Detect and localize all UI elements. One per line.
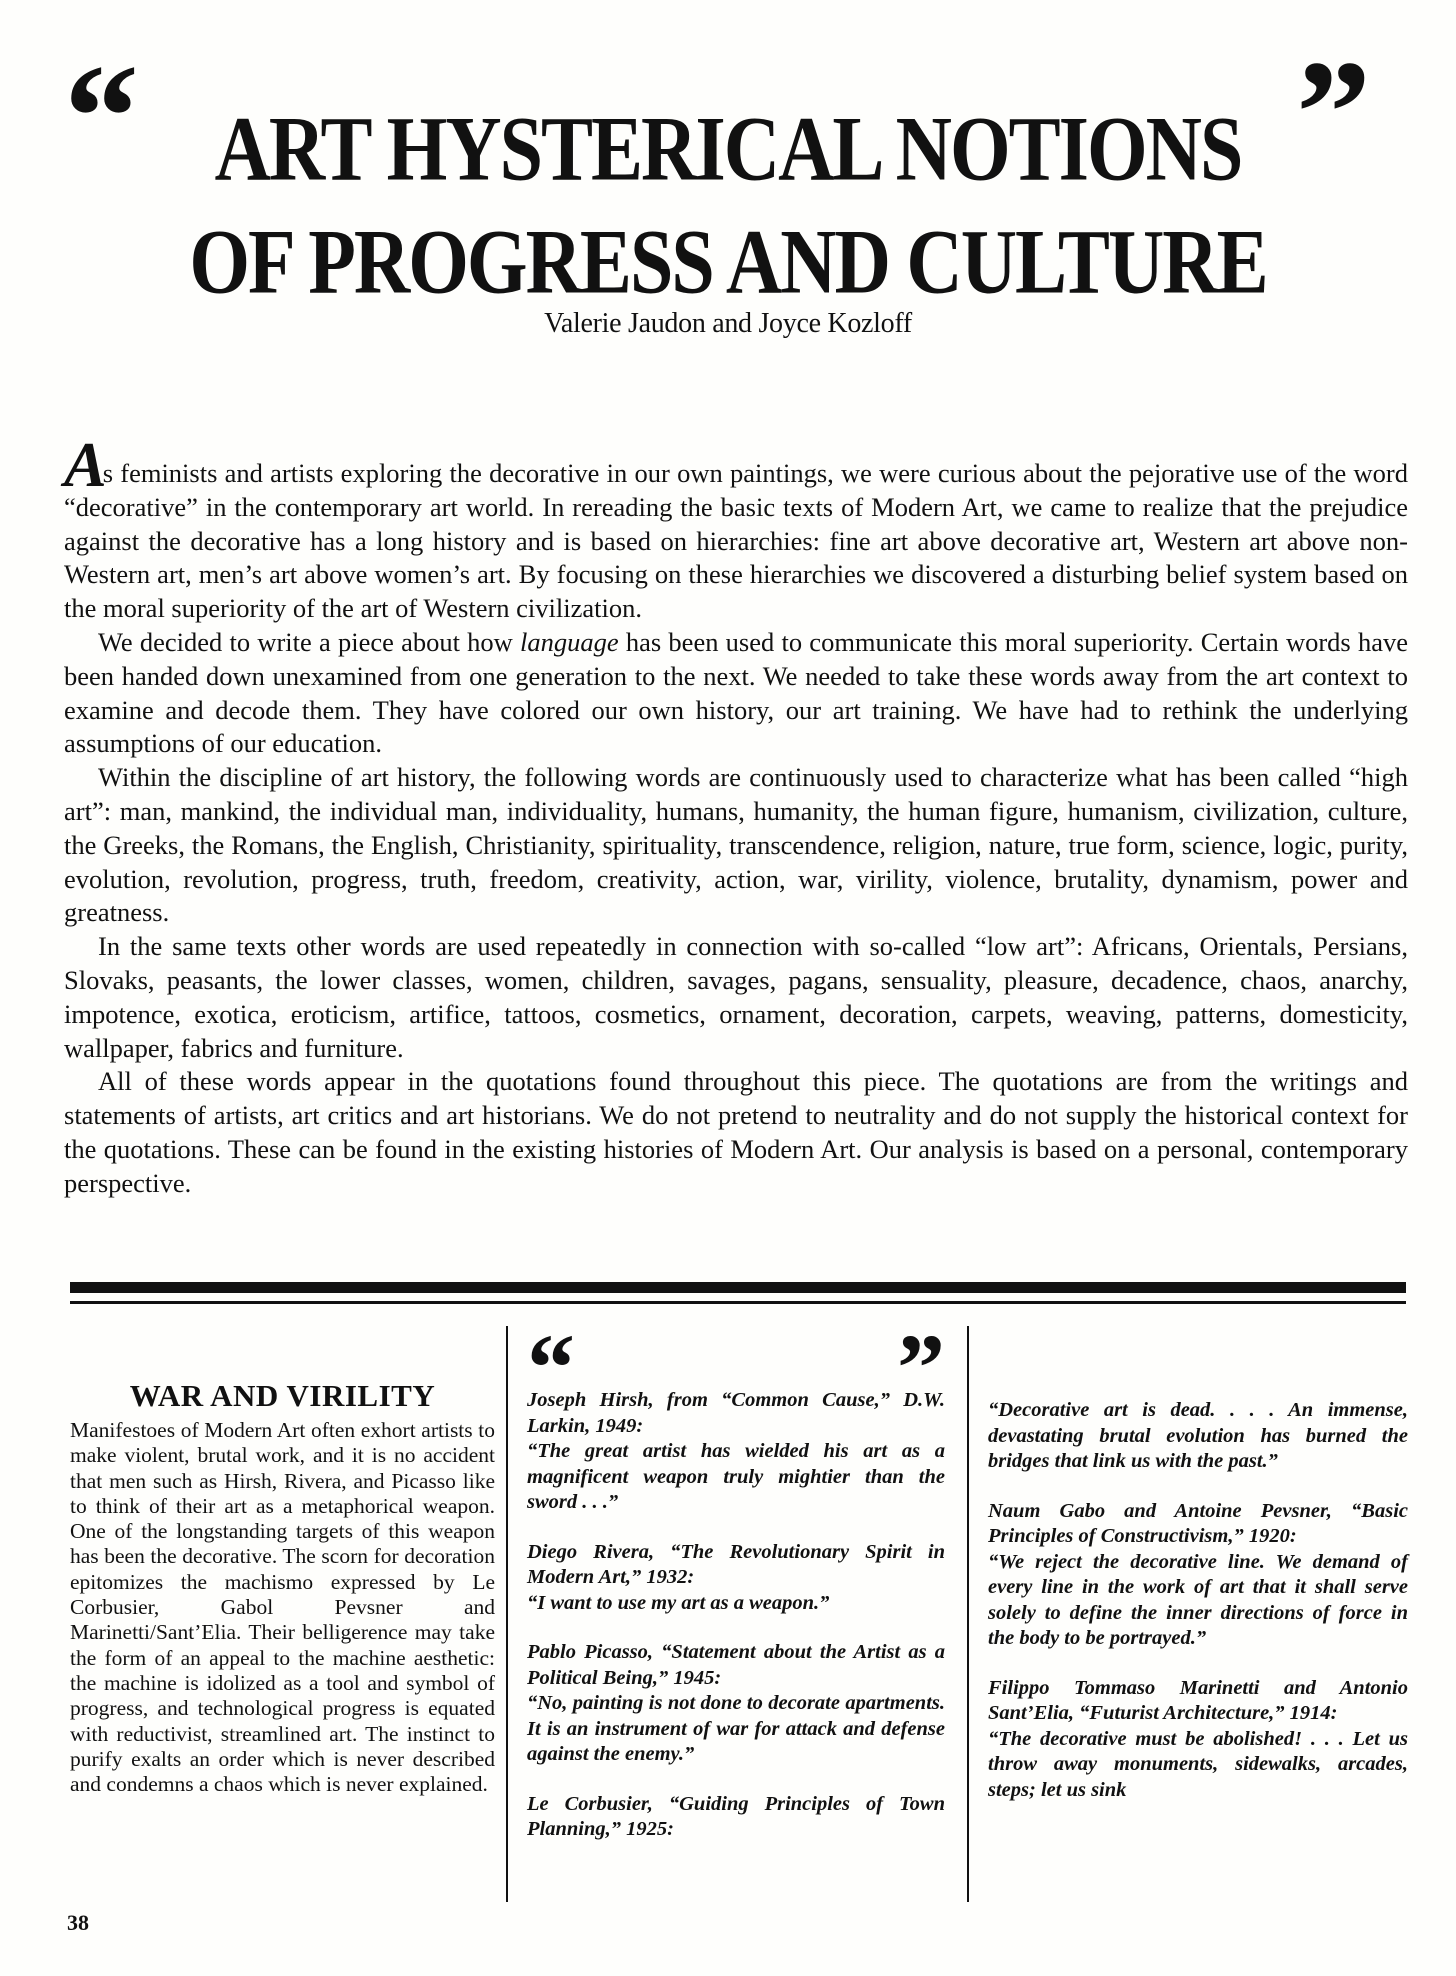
quote-source: Diego Rivera, “The Revolutionary Spirit in Modern Art,” 1932: — [527, 1540, 945, 1588]
quotes-column-2 — [988, 1398, 1408, 1827]
intro-paragraph-4: In the same texts other words are used repeatedly in connection with so-called “low art”: Africans, Orientals, Persians, Slovaks, peasants, the lower classes, women, children, savages, pagans, sensuality, pleasure, decadence, chaos, anarchy, impotence, exotica, eroticism, artifice, tattoos, cosmetics, ornament, decoration, carpets, weaving, patterns, domesticity, wallpaper, fabrics and furniture. — [64, 931, 1408, 1063]
quote-source: Filippo Tommaso Marinetti and Antonio Sant’Elia, “Futurist Architecture,” 1914: — [988, 1676, 1408, 1724]
drop-cap: A — [64, 429, 103, 500]
byline: Valerie Jaudon and Joyce Kozloff — [544, 308, 912, 339]
open-quote-icon: “ — [527, 1314, 575, 1421]
intro-paragraph-1-text: s feminists and artists exploring the decorative in our own paintings, we were curious about the pejorative use of the word “decorative” in the contemporary art world. In rereading the basic texts of Modern Art, we came to realize that the prejudice against the decorative has a long history and is based on hierarchies: fine art above decorative art, Western art above non-Western art, men’s art above women’s art. By focusing on these hierarchies we discovered a disturbing belief system based on the moral superiority of the art of Western civilization. — [64, 458, 1408, 624]
quote-gabo-pevsner — [988, 1499, 1408, 1652]
quote-text: “The decorative must be abolished! . . . Let us throw away monuments, sidewalks, arcades, steps; let us sink — [988, 1727, 1408, 1801]
quote-source: Joseph Hirsh, from “Common Cause,” D.W. Larkin, 1949: — [527, 1389, 945, 1437]
quote-hirsh — [527, 1388, 945, 1516]
emphasis-language: language — [520, 626, 619, 657]
close-quote-icon: ” — [897, 1314, 945, 1421]
intro-paragraph-2-text-a: We decided to write a piece about how — [98, 626, 521, 657]
column-rule-left — [506, 1326, 508, 1902]
quote-source: Le Corbusier, “Guiding Principles of Town Planning,” 1925: — [527, 1792, 945, 1840]
quote-source: Pablo Picasso, “Statement about the Artist as a Political Being,” 1945: — [527, 1641, 945, 1689]
article-title — [0, 92, 1456, 319]
quote-text: “I want to use my art as a weapon.” — [527, 1591, 830, 1614]
quote-text: “We reject the decorative line. We demand of every line in the work of art that it shall serve solely to define the inner directions of force in the body to be portrayed.” — [988, 1550, 1408, 1649]
quote-text: “The great artist has wielded his art as a magnificent weapon truly mightier than the sword . . .” — [527, 1440, 945, 1513]
section-heading: WAR AND VIRILITY — [129, 1378, 436, 1413]
intro-paragraph-3: Within the discipline of art history, the following words are continuously used to characterize what has been called “high art”: man, mankind, the individual man, individuality, humans, humanity, the human figure, humanism, civilization, culture, the Greeks, the Romans, the English, Christianity, spirituality, transcendence, religion, nature, true form, science, logic, purity, evolution, revolution, progress, truth, freedom, creativity, action, war, virility, violence, brutality, dynamism, power and greatness. — [64, 762, 1408, 928]
page-number: 38 — [67, 1910, 89, 1935]
quote-marinetti-santelia — [988, 1676, 1408, 1804]
open-quote-mark-icon: “ — [64, 34, 139, 200]
quote-le-corbusier-continued — [988, 1398, 1408, 1475]
column-rule-right — [967, 1326, 969, 1902]
quote-source: Naum Gabo and Antoine Pevsner, “Basic Principles of Constructivism,” 1920: — [988, 1499, 1408, 1547]
intro-paragraph-2-text-b: has been used to communicate this moral superiority. Certain words have been handed down unexamined from one generation to the next. We needed to take these words away from the art context to examine and decode them. They have colored our own history, our art training. We have had to rethink the underlying assumptions of our education. — [64, 626, 1408, 759]
section-column — [70, 1378, 495, 1797]
close-quote-mark-icon: ” — [1296, 30, 1371, 196]
quote-text: “No, painting is not done to decorate apartments. It is an instrument of war for attack and defense against the enemy.” — [527, 1692, 945, 1765]
intro-body — [64, 429, 1408, 1201]
section-body: Manifestoes of Modern Art often exhort artists to make violent, brutal work, and it is no accident that men such as Hirsh, Rivera, and Picasso like to think of their art as a metaphorical weapon. One of the longstanding targets of this weapon has been the decorative. The scorn for decoration epitomizes the machismo expressed by Le Corbusier, Gabol Pevsner and Marinetti/Sant’Elia. Their belligerence may take the form of an appeal to the machine aesthetic: the machine is idolized as a tool and symbol of progress, and technological progress is equated with reductivist, streamlined art. The instinct to purify exalts an order which is never described and condemns a chaos which is never explained. — [70, 1418, 495, 1797]
intro-paragraph-5: All of these words appear in the quotations found throughout this piece. The quotations are from the writings and statements of artists, art critics and art historians. We do not pretend to neutrality and do not supply the historical context for the quotations. These can be found in the existing histories of Modern Art. Our analysis is based on a personal, contemporary perspective. — [64, 1066, 1408, 1198]
quote-text: “Decorative art is dead. . . . An immense, devastating brutal evolution has burned the bridges that link us with the past.” — [988, 1399, 1408, 1472]
divider-thin — [70, 1301, 1406, 1304]
quote-le-corbusier — [527, 1792, 945, 1843]
intro-paragraph-2 — [64, 626, 1408, 761]
quotes-column-1 — [527, 1314, 945, 1867]
divider-thick — [70, 1282, 1406, 1293]
intro-paragraph-1 — [64, 429, 1408, 626]
title-line-2: OF PROGRESS AND CULTURE — [189, 210, 1267, 313]
title-line-1: ART HYSTERICAL NOTIONS — [214, 96, 1242, 200]
quote-picasso — [527, 1640, 945, 1768]
quote-rivera — [527, 1540, 945, 1617]
